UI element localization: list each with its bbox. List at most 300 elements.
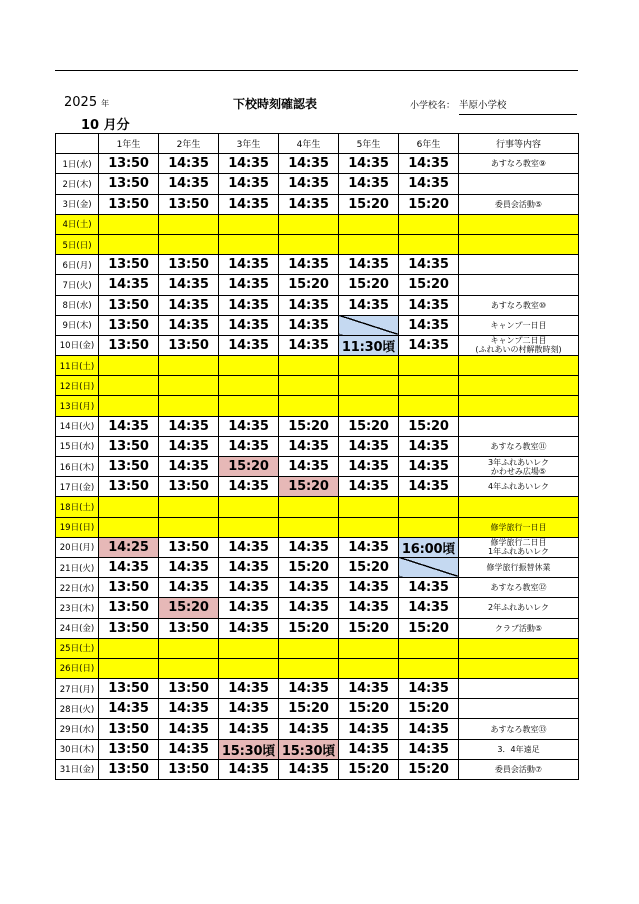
time-cell: 14:35 <box>219 295 279 315</box>
time-cell <box>279 396 339 416</box>
time-cell: 11:30頃 <box>339 335 399 355</box>
time-cell: 14:35 <box>279 457 339 477</box>
time-cell: 14:35 <box>99 699 159 719</box>
time-cell: 13:50 <box>99 679 159 699</box>
time-cell <box>99 234 159 254</box>
table-row <box>56 335 579 355</box>
time-cell: 15:20 <box>399 275 459 295</box>
time-cell: 14:35 <box>159 578 219 598</box>
event-cell <box>459 255 579 275</box>
table-row <box>56 295 579 315</box>
time-cell: 14:35 <box>279 719 339 739</box>
time-cell: 14:35 <box>219 315 279 335</box>
time-cell <box>99 658 159 678</box>
time-cell <box>339 376 399 396</box>
time-cell: 14:35 <box>339 174 399 194</box>
day-cell: 26日(日) <box>56 658 99 678</box>
day-cell: 29日(水) <box>56 719 99 739</box>
time-cell: 15:20 <box>279 416 339 436</box>
day-cell: 3日(金) <box>56 194 99 214</box>
time-cell: 14:35 <box>219 618 279 638</box>
time-cell: 15:30頃 <box>219 739 279 759</box>
table-row <box>56 356 579 376</box>
time-cell: 13:50 <box>99 255 159 275</box>
event-text: 3．4年遠足 <box>497 744 540 754</box>
time-cell <box>399 396 459 416</box>
time-cell: 15:20 <box>159 598 219 618</box>
time-cell: 14:35 <box>339 436 399 456</box>
table-row <box>56 537 579 557</box>
school-name: 半原小学校 <box>459 97 577 115</box>
event-cell <box>459 517 579 537</box>
time-cell <box>399 356 459 376</box>
time-cell <box>219 658 279 678</box>
day-cell: 14日(火) <box>56 416 99 436</box>
event-cell <box>459 376 579 396</box>
time-cell: 13:50 <box>99 618 159 638</box>
time-cell <box>339 658 399 678</box>
event-cell <box>459 739 579 759</box>
time-cell <box>219 234 279 254</box>
time-cell: 13:50 <box>99 295 159 315</box>
time-cell <box>99 497 159 517</box>
time-cell: 14:35 <box>219 537 279 557</box>
event-cell <box>459 194 579 214</box>
time-cell: 14:35 <box>219 255 279 275</box>
event-text: あすなろ教室⑫ <box>490 583 547 593</box>
time-cell <box>99 356 159 376</box>
year-label: 2025 年 <box>64 95 110 110</box>
time-cell: 14:35 <box>339 578 399 598</box>
time-cell: 14:35 <box>399 719 459 739</box>
time-cell <box>279 517 339 537</box>
day-cell: 8日(水) <box>56 295 99 315</box>
time-cell: 14:35 <box>159 154 219 174</box>
day-cell: 21日(火) <box>56 557 99 577</box>
time-cell: 15:20 <box>279 275 339 295</box>
time-cell: 14:35 <box>159 315 219 335</box>
time-cell: 14:35 <box>279 154 339 174</box>
time-cell <box>159 234 219 254</box>
time-cell: 14:25 <box>99 537 159 557</box>
time-cell: 14:35 <box>399 255 459 275</box>
time-cell <box>159 214 219 234</box>
time-cell: 13:50 <box>99 578 159 598</box>
event-cell <box>459 275 579 295</box>
event-text: 修学旅行二日目 <box>490 538 547 548</box>
time-cell: 14:35 <box>279 295 339 315</box>
time-cell: 14:35 <box>159 739 219 759</box>
day-cell: 2日(木) <box>56 174 99 194</box>
time-cell: 14:35 <box>279 759 339 779</box>
time-cell: 13:50 <box>159 477 219 497</box>
time-cell <box>339 356 399 376</box>
table-row <box>56 719 579 739</box>
time-cell <box>339 315 399 335</box>
table-row <box>56 578 579 598</box>
time-cell: 14:35 <box>339 457 399 477</box>
event-cell <box>459 335 579 355</box>
day-cell: 6日(月) <box>56 255 99 275</box>
event-text: あすなろ教室⑩ <box>490 300 547 310</box>
time-cell: 13:50 <box>99 457 159 477</box>
event-text: あすなろ教室⑪ <box>490 441 547 451</box>
event-cell <box>459 638 579 658</box>
event-cell <box>459 557 579 577</box>
time-cell: 14:35 <box>219 719 279 739</box>
time-cell: 14:35 <box>99 416 159 436</box>
table-row <box>56 234 579 254</box>
day-cell: 20日(月) <box>56 537 99 557</box>
page-title: 下校時刻確認表 <box>233 97 318 111</box>
event-text: 修学旅行振替休業 <box>486 563 551 573</box>
time-cell: 13:50 <box>159 335 219 355</box>
time-cell <box>219 396 279 416</box>
time-cell: 13:50 <box>99 719 159 739</box>
time-cell <box>279 356 339 376</box>
time-cell: 13:50 <box>159 255 219 275</box>
time-cell: 14:35 <box>399 335 459 355</box>
time-cell <box>99 638 159 658</box>
time-cell <box>339 214 399 234</box>
time-cell: 15:20 <box>399 194 459 214</box>
time-cell: 14:35 <box>159 295 219 315</box>
time-cell <box>399 214 459 234</box>
day-cell: 19日(日) <box>56 517 99 537</box>
event-cell <box>459 315 579 335</box>
table-row <box>56 376 579 396</box>
time-cell: 14:35 <box>279 174 339 194</box>
header-grade-6: 6年生 <box>399 134 459 154</box>
time-cell: 14:35 <box>219 557 279 577</box>
time-cell: 15:20 <box>339 557 399 577</box>
time-cell: 14:35 <box>219 436 279 456</box>
time-cell: 14:35 <box>219 679 279 699</box>
time-cell: 14:35 <box>219 335 279 355</box>
event-text: 2年ふれあいレク <box>488 603 549 613</box>
event-cell <box>459 618 579 638</box>
time-cell <box>219 376 279 396</box>
time-cell: 14:35 <box>159 699 219 719</box>
table-row <box>56 658 579 678</box>
time-cell: 14:35 <box>159 457 219 477</box>
header-corner <box>56 134 99 154</box>
header-grade-3: 3年生 <box>219 134 279 154</box>
table-row <box>56 477 579 497</box>
table-row <box>56 436 579 456</box>
table-row <box>56 679 579 699</box>
header-grade-5: 5年生 <box>339 134 399 154</box>
time-cell: 15:20 <box>339 194 399 214</box>
day-cell: 16日(木) <box>56 457 99 477</box>
time-cell: 15:20 <box>279 477 339 497</box>
time-cell <box>339 638 399 658</box>
time-cell: 15:20 <box>279 557 339 577</box>
day-cell: 22日(水) <box>56 578 99 598</box>
event-text: 委員会活動⑦ <box>494 764 543 774</box>
time-cell <box>279 658 339 678</box>
day-cell: 25日(土) <box>56 638 99 658</box>
time-cell: 15:20 <box>399 618 459 638</box>
time-cell: 15:20 <box>339 618 399 638</box>
day-cell: 9日(木) <box>56 315 99 335</box>
time-cell <box>339 497 399 517</box>
time-cell: 14:35 <box>159 557 219 577</box>
day-cell: 28日(火) <box>56 699 99 719</box>
time-cell: 14:35 <box>399 295 459 315</box>
event-cell <box>459 234 579 254</box>
time-cell <box>339 396 399 416</box>
event-cell <box>459 436 579 456</box>
time-cell: 14:35 <box>339 739 399 759</box>
time-cell: 14:35 <box>219 578 279 598</box>
time-cell: 14:35 <box>219 416 279 436</box>
time-cell <box>279 497 339 517</box>
time-cell: 14:35 <box>339 255 399 275</box>
time-cell <box>219 638 279 658</box>
time-cell <box>159 517 219 537</box>
day-cell: 23日(木) <box>56 598 99 618</box>
table-row <box>56 315 579 335</box>
time-cell: 14:35 <box>399 477 459 497</box>
dismissal-schedule-table <box>55 133 579 780</box>
school-label: 小学校名： <box>410 101 456 111</box>
top-rule <box>55 70 578 71</box>
table-row <box>56 457 579 477</box>
event-text: キャンプ一日目 <box>490 320 547 330</box>
event-cell <box>459 699 579 719</box>
event-text: かわせみ広場⑤ <box>490 466 547 476</box>
time-cell <box>339 517 399 537</box>
time-cell <box>99 517 159 537</box>
time-cell: 14:35 <box>219 759 279 779</box>
time-cell: 14:35 <box>339 154 399 174</box>
table-row <box>56 638 579 658</box>
time-cell <box>399 497 459 517</box>
table-row <box>56 759 579 779</box>
time-cell <box>159 356 219 376</box>
time-cell: 14:35 <box>279 537 339 557</box>
time-cell: 14:35 <box>219 194 279 214</box>
time-cell: 13:50 <box>99 477 159 497</box>
day-cell: 12日(日) <box>56 376 99 396</box>
event-text: キャンプ二日目 <box>490 336 547 346</box>
time-cell <box>159 396 219 416</box>
event-text: 1年ふれあいレク <box>488 547 549 557</box>
header-grade-1: 1年生 <box>99 134 159 154</box>
time-cell: 15:20 <box>339 275 399 295</box>
time-cell: 13:50 <box>159 194 219 214</box>
time-cell: 14:35 <box>279 598 339 618</box>
time-cell <box>399 557 459 577</box>
time-cell: 14:35 <box>399 154 459 174</box>
time-cell: 13:50 <box>99 335 159 355</box>
time-cell <box>159 376 219 396</box>
event-cell <box>459 497 579 517</box>
time-cell <box>99 396 159 416</box>
time-cell: 14:35 <box>159 275 219 295</box>
time-cell: 15:20 <box>219 457 279 477</box>
time-cell: 14:35 <box>399 739 459 759</box>
time-cell: 13:50 <box>99 436 159 456</box>
time-cell: 15:20 <box>279 618 339 638</box>
time-cell: 14:35 <box>399 174 459 194</box>
table-row <box>56 154 579 174</box>
time-cell <box>99 214 159 234</box>
time-cell: 13:50 <box>159 618 219 638</box>
time-cell: 15:20 <box>399 416 459 436</box>
time-cell <box>399 658 459 678</box>
event-cell <box>459 356 579 376</box>
event-cell <box>459 214 579 234</box>
time-cell: 14:35 <box>339 477 399 497</box>
event-cell <box>459 658 579 678</box>
time-cell <box>159 497 219 517</box>
time-cell: 13:50 <box>99 598 159 618</box>
table-row <box>56 174 579 194</box>
day-cell: 30日(木) <box>56 739 99 759</box>
day-cell: 7日(火) <box>56 275 99 295</box>
time-cell: 16:00頃 <box>399 537 459 557</box>
table-row <box>56 214 579 234</box>
time-cell <box>279 376 339 396</box>
time-cell: 14:35 <box>339 679 399 699</box>
time-cell <box>399 376 459 396</box>
time-cell: 14:35 <box>219 154 279 174</box>
time-cell: 14:35 <box>399 598 459 618</box>
header-grade-4: 4年生 <box>279 134 339 154</box>
event-cell <box>459 679 579 699</box>
event-cell <box>459 396 579 416</box>
event-cell <box>459 154 579 174</box>
day-cell: 10日(金) <box>56 335 99 355</box>
time-cell <box>399 234 459 254</box>
time-cell: 13:50 <box>99 194 159 214</box>
time-cell <box>339 234 399 254</box>
time-cell: 14:35 <box>399 578 459 598</box>
event-cell <box>459 537 579 557</box>
table-row <box>56 194 579 214</box>
time-cell: 15:20 <box>339 759 399 779</box>
time-cell <box>159 658 219 678</box>
event-cell <box>459 719 579 739</box>
time-cell: 14:35 <box>279 578 339 598</box>
day-cell: 31日(金) <box>56 759 99 779</box>
time-cell: 14:35 <box>279 436 339 456</box>
time-cell: 14:35 <box>99 557 159 577</box>
time-cell <box>219 517 279 537</box>
time-cell: 13:50 <box>99 154 159 174</box>
time-cell: 14:35 <box>219 699 279 719</box>
time-cell: 14:35 <box>399 457 459 477</box>
time-cell <box>219 356 279 376</box>
time-cell: 14:35 <box>159 416 219 436</box>
day-cell: 13日(月) <box>56 396 99 416</box>
table-row <box>56 517 579 537</box>
time-cell: 14:35 <box>279 194 339 214</box>
time-cell: 13:50 <box>159 537 219 557</box>
header-events: 行事等内容 <box>459 134 579 154</box>
table-row <box>56 557 579 577</box>
time-cell: 13:50 <box>99 759 159 779</box>
day-cell: 1日(水) <box>56 154 99 174</box>
day-cell: 18日(土) <box>56 497 99 517</box>
time-cell <box>279 638 339 658</box>
table-row <box>56 739 579 759</box>
time-cell: 15:20 <box>339 416 399 436</box>
time-cell: 14:35 <box>279 679 339 699</box>
event-cell <box>459 759 579 779</box>
time-cell: 14:35 <box>219 174 279 194</box>
event-text: あすなろ教室⑨ <box>490 159 547 169</box>
event-text: クラブ活動⑤ <box>494 623 543 633</box>
header-row <box>56 134 579 154</box>
event-cell <box>459 477 579 497</box>
event-cell <box>459 598 579 618</box>
header-grade-2: 2年生 <box>159 134 219 154</box>
event-cell <box>459 416 579 436</box>
table-row <box>56 618 579 638</box>
time-cell <box>399 638 459 658</box>
time-cell <box>219 497 279 517</box>
time-cell: 14:35 <box>339 295 399 315</box>
time-cell: 14:35 <box>339 719 399 739</box>
table-row <box>56 416 579 436</box>
time-cell: 14:35 <box>159 719 219 739</box>
time-cell: 14:35 <box>159 174 219 194</box>
table-row <box>56 255 579 275</box>
table-row <box>56 598 579 618</box>
day-cell: 11日(土) <box>56 356 99 376</box>
time-cell <box>219 214 279 234</box>
event-cell <box>459 457 579 477</box>
time-cell: 14:35 <box>339 537 399 557</box>
time-cell: 13:50 <box>99 739 159 759</box>
event-cell <box>459 174 579 194</box>
time-cell: 13:50 <box>99 174 159 194</box>
day-cell: 27日(月) <box>56 679 99 699</box>
day-cell: 24日(金) <box>56 618 99 638</box>
time-cell: 15:20 <box>279 699 339 719</box>
time-cell <box>159 638 219 658</box>
time-cell: 14:35 <box>279 255 339 275</box>
table-row <box>56 275 579 295</box>
time-cell: 14:35 <box>399 315 459 335</box>
day-cell: 4日(土) <box>56 214 99 234</box>
event-cell <box>459 578 579 598</box>
time-cell: 13:50 <box>159 759 219 779</box>
event-text: 修学旅行一日目 <box>490 522 547 532</box>
time-cell: 14:35 <box>399 436 459 456</box>
table-row <box>56 396 579 416</box>
time-cell: 13:50 <box>99 315 159 335</box>
event-cell <box>459 295 579 315</box>
time-cell: 14:35 <box>99 275 159 295</box>
month-label: 10 月分 <box>81 118 130 133</box>
time-cell <box>279 214 339 234</box>
event-text: あすなろ教室⑬ <box>490 724 547 734</box>
day-cell: 5日(日) <box>56 234 99 254</box>
table-row <box>56 699 579 719</box>
time-cell: 14:35 <box>219 598 279 618</box>
time-cell <box>399 517 459 537</box>
event-text: 委員会活動⑤ <box>494 199 543 209</box>
time-cell <box>99 376 159 396</box>
event-text: (ふれあいの村解散時刻) <box>475 345 562 355</box>
event-text: 4年ふれあいレク <box>488 482 549 492</box>
time-cell: 15:20 <box>339 699 399 719</box>
time-cell: 15:20 <box>399 759 459 779</box>
